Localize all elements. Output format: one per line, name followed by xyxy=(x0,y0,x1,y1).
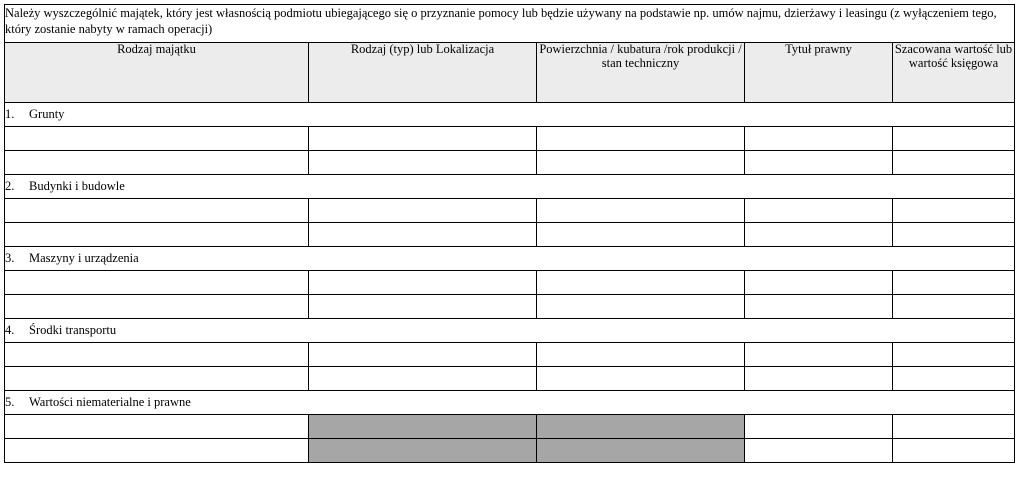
table-cell[interactable] xyxy=(537,295,745,319)
table-cell[interactable] xyxy=(537,367,745,391)
table-row xyxy=(5,223,1015,247)
table-row xyxy=(5,271,1015,295)
table-cell[interactable] xyxy=(309,223,537,247)
col-header-asset-type: Rodzaj majątku xyxy=(5,43,309,103)
table-cell[interactable] xyxy=(5,415,309,439)
asset-table xyxy=(4,4,1015,463)
table-cell[interactable] xyxy=(745,367,893,391)
table-cell[interactable] xyxy=(745,343,893,367)
table-cell[interactable] xyxy=(5,199,309,223)
section-number: 3. xyxy=(5,251,15,265)
table-cell[interactable] xyxy=(5,439,309,463)
table-cell[interactable] xyxy=(5,367,309,391)
table-cell[interactable] xyxy=(893,127,1015,151)
section-row-transport xyxy=(5,319,1015,343)
table-cell[interactable] xyxy=(745,223,893,247)
table-cell[interactable] xyxy=(745,295,893,319)
table-cell[interactable] xyxy=(893,367,1015,391)
col-header-legal-title: Tytuł prawny xyxy=(745,43,893,103)
table-cell[interactable] xyxy=(309,367,537,391)
section-label: Wartości niematerialne i prawne xyxy=(29,395,191,409)
table-cell[interactable] xyxy=(893,343,1015,367)
table-row xyxy=(5,415,1015,439)
shaded-cell xyxy=(309,439,537,463)
section-number: 5. xyxy=(5,395,15,409)
table-cell[interactable] xyxy=(537,343,745,367)
table-cell[interactable] xyxy=(537,271,745,295)
table-cell[interactable] xyxy=(5,271,309,295)
shaded-cell xyxy=(309,415,537,439)
section-label: Budynki i budowle xyxy=(29,179,125,193)
shaded-cell xyxy=(537,439,745,463)
section-label: Grunty xyxy=(29,107,65,121)
table-cell[interactable] xyxy=(745,199,893,223)
table-cell[interactable] xyxy=(893,439,1015,463)
header-row xyxy=(5,43,1015,103)
table-cell[interactable] xyxy=(309,271,537,295)
section-number: 4. xyxy=(5,323,15,337)
section-label: Środki transportu xyxy=(29,323,117,337)
table-cell[interactable] xyxy=(5,295,309,319)
section-label: Maszyny i urządzenia xyxy=(29,251,139,265)
section-row-machinery xyxy=(5,247,1015,271)
col-header-area-volume: Powierzchnia / kubatura /rok produkcji / stan techniczny xyxy=(537,43,745,103)
table-cell[interactable] xyxy=(745,415,893,439)
table-cell[interactable] xyxy=(5,223,309,247)
table-cell[interactable] xyxy=(309,199,537,223)
table-cell[interactable] xyxy=(745,439,893,463)
table-cell[interactable] xyxy=(537,151,745,175)
section-number: 2. xyxy=(5,179,15,193)
table-row xyxy=(5,295,1015,319)
section-row-land xyxy=(5,103,1015,127)
col-header-estimated-value: Szacowana wartość lub wartość księgowa xyxy=(893,43,1015,103)
table-cell[interactable] xyxy=(309,127,537,151)
table-row xyxy=(5,439,1015,463)
table-cell[interactable] xyxy=(537,223,745,247)
table-cell[interactable] xyxy=(893,295,1015,319)
table-cell[interactable] xyxy=(5,343,309,367)
table-cell[interactable] xyxy=(5,127,309,151)
table-cell[interactable] xyxy=(893,271,1015,295)
section-number: 1. xyxy=(5,107,15,121)
table-cell[interactable] xyxy=(893,199,1015,223)
table-cell[interactable] xyxy=(745,271,893,295)
table-cell[interactable] xyxy=(893,151,1015,175)
table-row xyxy=(5,199,1015,223)
table-cell[interactable] xyxy=(309,343,537,367)
instructions-text: Należy wyszczególnić majątek, który jest własnością podmiotu ubiegającego się o przyznanie pomocy lub będzie używany na podstawie np. umów najmu, dzierżawy i leasingu (z wyłączeniem tego, który zostanie nabyty w ramach operacji) xyxy=(5,5,1015,43)
section-row-intangibles xyxy=(5,391,1015,415)
table-cell[interactable] xyxy=(5,151,309,175)
instructions-row xyxy=(5,5,1015,43)
shaded-cell xyxy=(537,415,745,439)
table-row xyxy=(5,343,1015,367)
col-header-type-location: Rodzaj (typ) lub Lokalizacja xyxy=(309,43,537,103)
table-cell[interactable] xyxy=(745,127,893,151)
table-row xyxy=(5,127,1015,151)
table-cell[interactable] xyxy=(745,151,893,175)
table-row xyxy=(5,367,1015,391)
table-cell[interactable] xyxy=(537,127,745,151)
section-row-buildings xyxy=(5,175,1015,199)
table-cell[interactable] xyxy=(893,223,1015,247)
table-cell[interactable] xyxy=(893,415,1015,439)
table-row xyxy=(5,151,1015,175)
table-cell[interactable] xyxy=(309,295,537,319)
table-cell[interactable] xyxy=(309,151,537,175)
table-cell[interactable] xyxy=(537,199,745,223)
